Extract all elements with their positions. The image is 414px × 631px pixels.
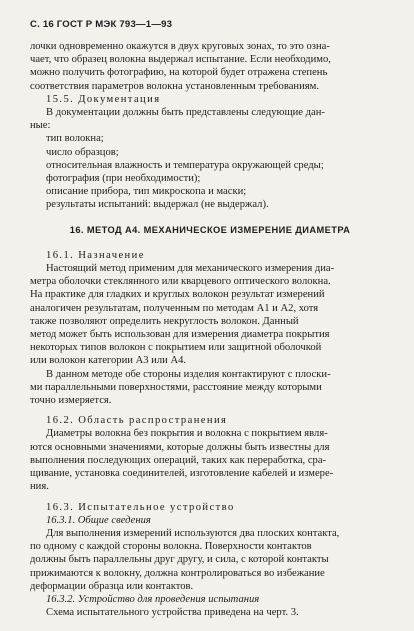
text-line: ются основными значениями, которые должны быть известны для	[30, 441, 330, 453]
subsection-heading-15-5: 15.5. Документация	[46, 93, 161, 105]
list-item: число образцов;	[46, 146, 119, 158]
text-line: Диаметры волокна без покрытия и волокна с покрытием явля-	[46, 428, 328, 440]
text-line: лочки одновременно окажутся в двух круговых зонах, то это озна-	[30, 41, 330, 52]
subsection-heading-16-3-1: 16.3.1. Общие сведения	[46, 514, 151, 526]
document-body	[30, 40, 390, 619]
text-line: ми параллельными поверхностями, расстояние между которыми	[30, 381, 322, 393]
text-line: деформации образца или контактов.	[30, 580, 194, 592]
text-line: по одному с каждой стороны волокна. Поверхности контактов	[30, 541, 312, 553]
text-line: Схема испытательного устройства приведена на черт. 3.	[46, 607, 299, 619]
text-line: выполнения последующих операций, таких как переработка, сра-	[30, 454, 327, 466]
list-item: результаты испытаний: выдержал (не выдержал).	[46, 199, 269, 211]
text-line: прижимаются к волокну, должна контролироваться во избежание	[30, 567, 325, 579]
text-line: ные:	[30, 120, 51, 132]
text-line: некоторых типов волокон с покрытием или защитной оболочкой	[30, 342, 322, 354]
list-item: фотография (при необходимости);	[46, 173, 201, 185]
text-line: соответствия параметров волокна установленным требованиям.	[30, 80, 319, 92]
page-header: С. 16 ГОСТ Р МЭК 793—1—93	[30, 19, 173, 30]
text-line: также позволяют определить некруглость волокон. Данный	[30, 315, 299, 327]
text-line: метод может быть использован для измерения диаметра покрытия	[30, 329, 330, 341]
subsection-heading-16-1: 16.1. Назначение	[46, 249, 145, 261]
section-title: 16. МЕТОД А4. МЕХАНИЧЕСКОЕ ИЗМЕРЕНИЕ ДИАМЕТРА	[69, 224, 351, 235]
text-line: Для выполнения измерений используются два плоских контакта,	[46, 527, 340, 539]
subsection-heading-16-3-2: 16.3.2. Устройство для проведения испытания	[46, 593, 260, 605]
text-line: метра оболочки стеклянного или кварцевого оптического волокна.	[30, 276, 331, 288]
text-line: должны быть параллельны друг другу, и сила, с которой контакты	[30, 554, 329, 566]
subsection-heading-16-2: 16.2. Область распространения	[46, 415, 228, 427]
text-line: можно получить фотографию, на которой будет отражена степень	[30, 67, 328, 79]
text-line: чает, что образец волокна выдержал испытание. Если необходимо,	[30, 54, 331, 66]
subsection-heading-16-3: 16.3. Испытательное устройство	[46, 501, 235, 513]
text-line: точно измеряется.	[30, 395, 112, 407]
text-line: ния.	[30, 481, 49, 493]
text-line: В данном методе обе стороны изделия контактируют с плоски-	[46, 368, 331, 380]
list-item: относительная влажность и температура окружающей среды;	[46, 159, 324, 171]
text-line: На практике для гладких и круглых волокон результат измерений	[30, 289, 325, 301]
text-line: В документации должны быть представлены следующие дан-	[46, 107, 325, 119]
text-line: или волокон категории А3 или А4.	[30, 355, 187, 367]
text-line: Настоящий метод применим для механического измерения диа-	[46, 263, 335, 275]
text-line: щивание, установка соединителей, изготовление кабелей и измере-	[30, 468, 334, 480]
list-item: тип волокна;	[46, 133, 104, 145]
list-item: описание прибора, тип микроскопа и маски;	[46, 186, 247, 198]
text-line: аналогичен результатам, полученным по методам А1 и А2, хотя	[30, 302, 319, 314]
